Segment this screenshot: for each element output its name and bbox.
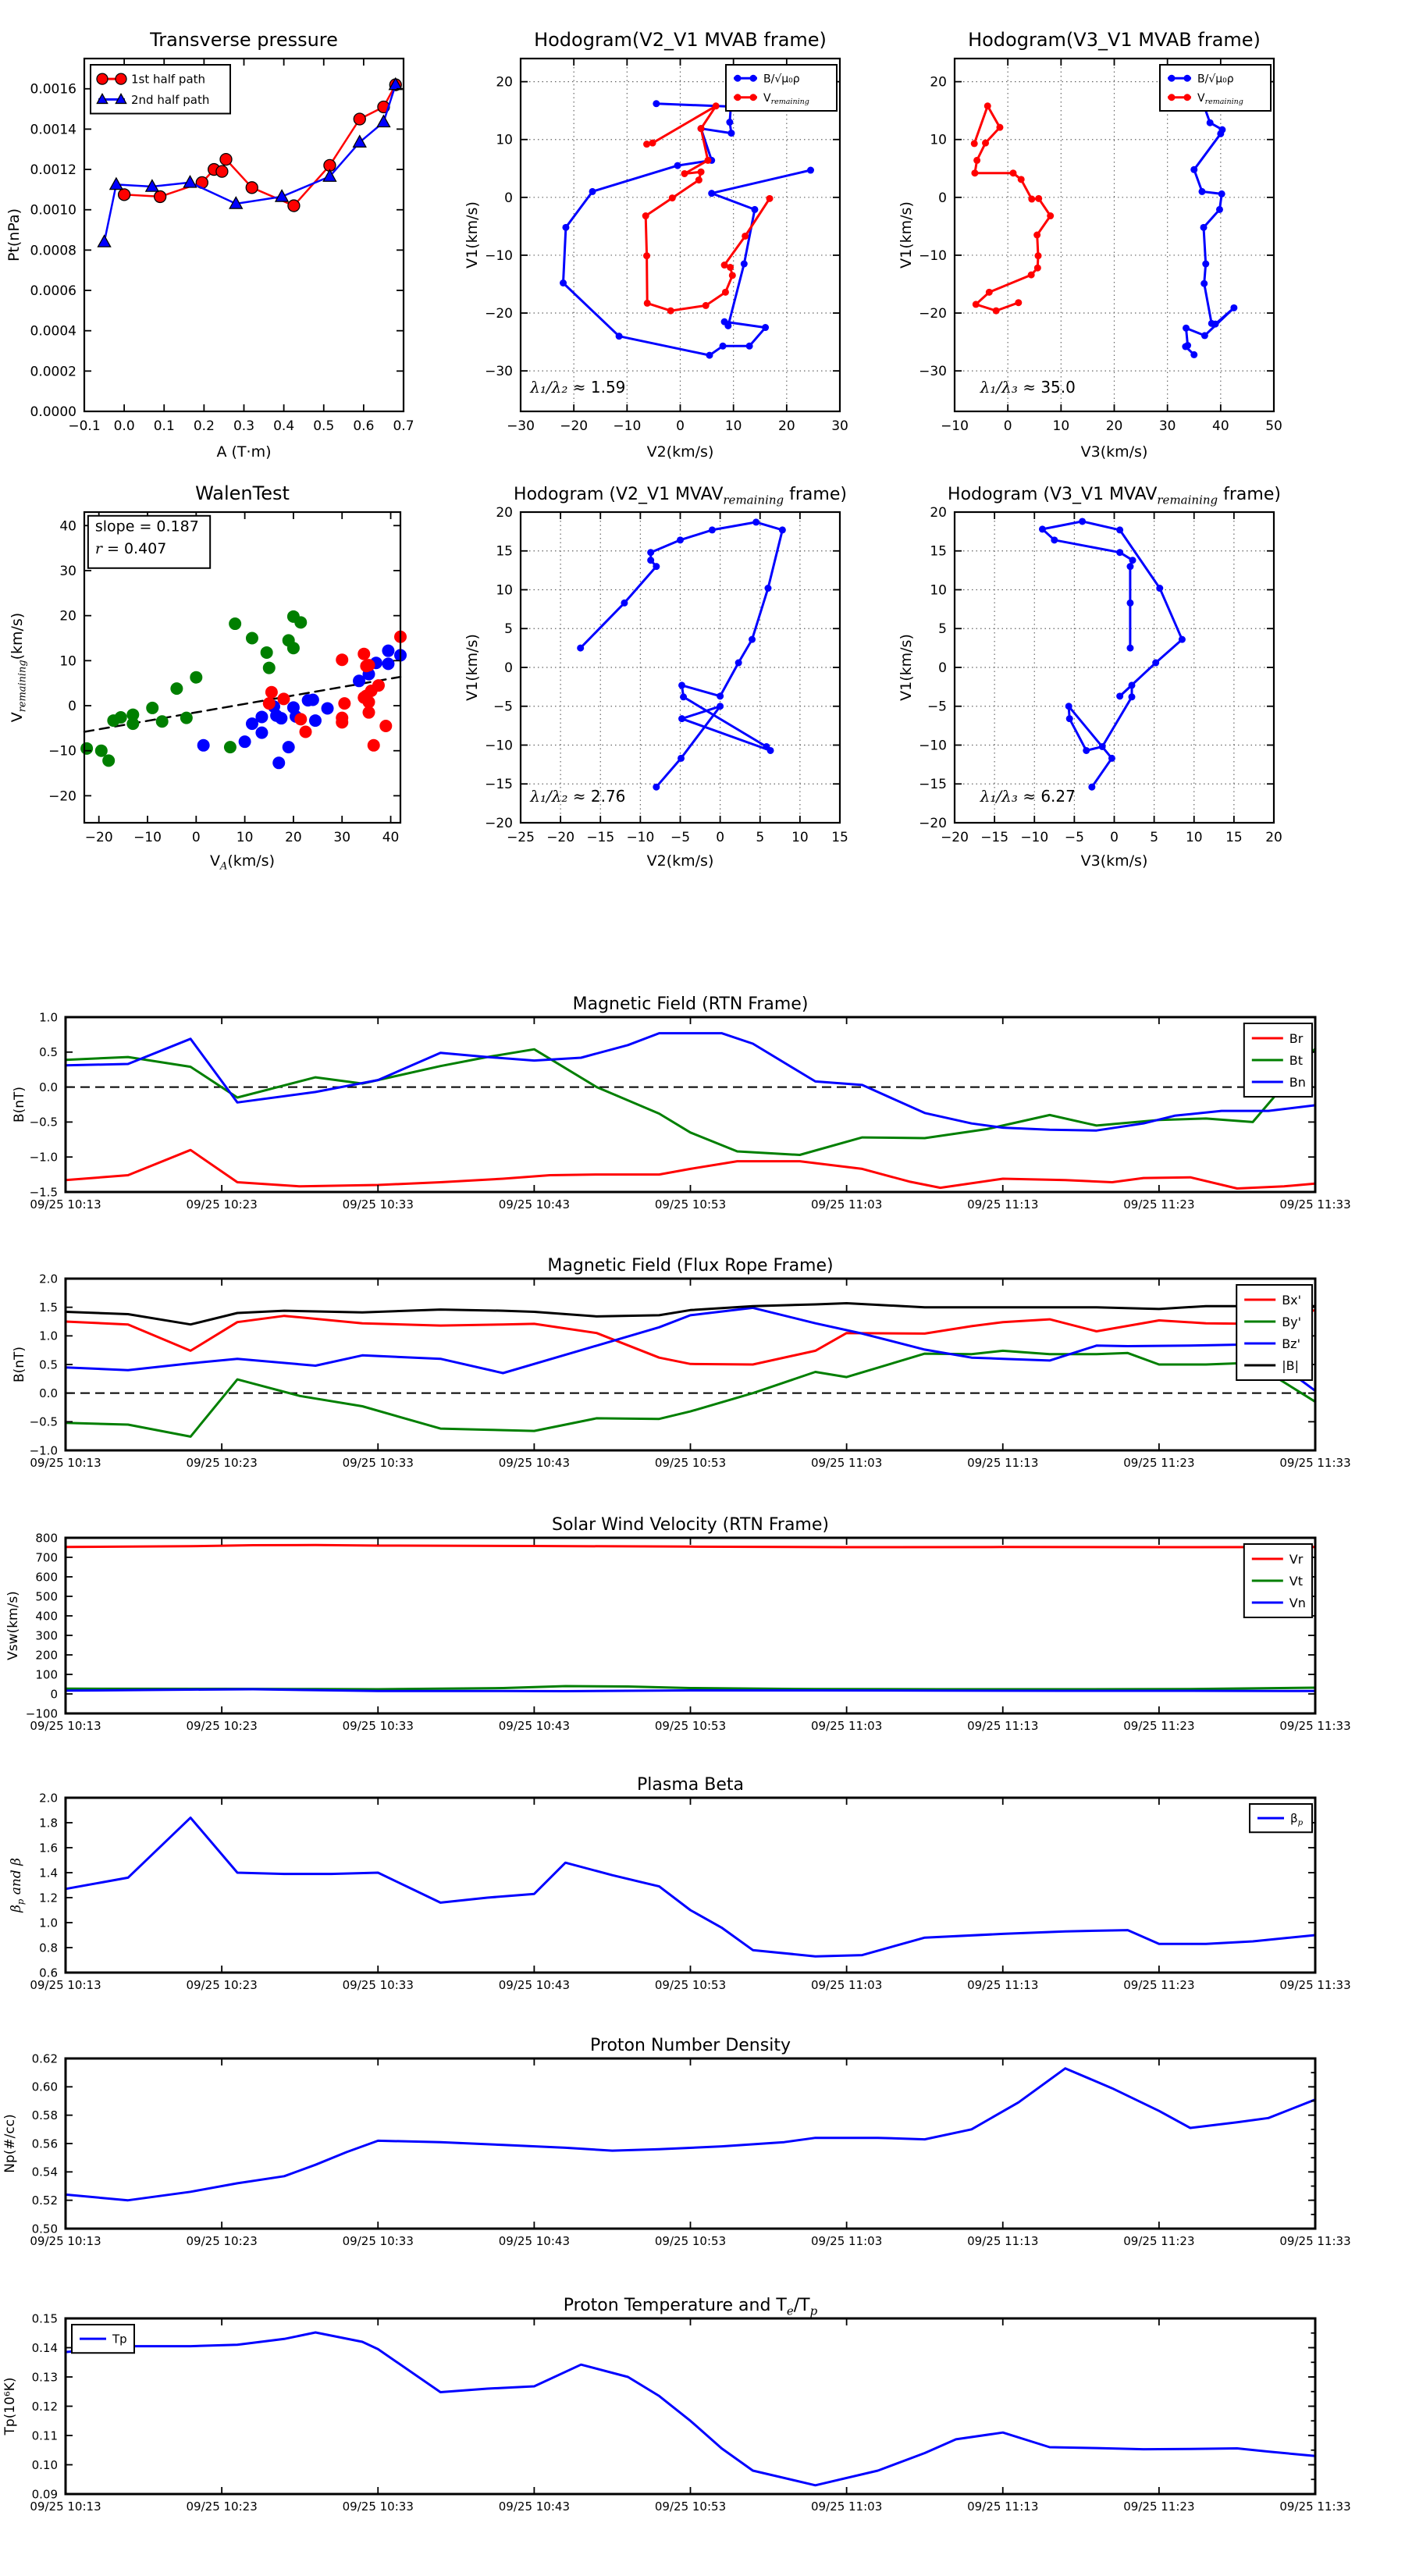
svg-text:100: 100	[35, 1667, 58, 1682]
svg-text:−10: −10	[133, 829, 162, 845]
svg-text:−10: −10	[919, 738, 947, 754]
svg-text:30: 30	[1158, 418, 1176, 434]
svg-text:Vn: Vn	[1289, 1595, 1306, 1610]
svg-text:−10: −10	[613, 418, 642, 434]
svg-text:V1(km/s): V1(km/s)	[898, 201, 915, 269]
svg-text:λ₁/λ₂ ≈ 1.59: λ₁/λ₂ ≈ 1.59	[530, 377, 626, 397]
svg-text:0: 0	[716, 829, 725, 845]
svg-text:−1.0: −1.0	[29, 1150, 58, 1165]
svg-text:0.15: 0.15	[31, 2311, 58, 2326]
svg-text:09/25 11:13: 09/25 11:13	[967, 1978, 1039, 1992]
svg-text:0.4: 0.4	[273, 418, 295, 434]
svg-text:−30: −30	[919, 364, 947, 380]
panel-transverse-pressure	[5, 29, 414, 461]
svg-text:09/25 11:03: 09/25 11:03	[811, 2234, 883, 2248]
svg-text:10: 10	[59, 653, 76, 670]
panel-vsw-rtn	[5, 1515, 1351, 1733]
svg-text:10: 10	[1052, 418, 1070, 434]
svg-text:−10: −10	[941, 418, 969, 434]
svg-text:09/25 11:23: 09/25 11:23	[1123, 2234, 1195, 2248]
svg-text:200: 200	[35, 1648, 58, 1663]
svg-text:0: 0	[191, 829, 201, 845]
svg-text:500: 500	[35, 1589, 58, 1604]
svg-text:10: 10	[1185, 829, 1203, 845]
svg-text:−20: −20	[48, 788, 76, 805]
svg-text:−20: −20	[941, 829, 969, 845]
panel-proton-temperature	[2, 2296, 1351, 2514]
svg-text:0.0004: 0.0004	[30, 323, 76, 340]
svg-text:V2(km/s): V2(km/s)	[646, 852, 714, 870]
svg-text:09/25 10:43: 09/25 10:43	[498, 1978, 570, 1992]
svg-text:0.0000: 0.0000	[30, 404, 76, 420]
svg-text:09/25 11:03: 09/25 11:03	[811, 1978, 883, 1992]
svg-text:0.12: 0.12	[31, 2399, 58, 2414]
svg-text:−0.5: −0.5	[29, 1115, 58, 1130]
svg-text:1.6: 1.6	[39, 1841, 58, 1856]
svg-text:09/25 10:33: 09/25 10:33	[342, 1197, 414, 1212]
svg-text:40: 40	[1212, 418, 1229, 434]
svg-text:09/25 10:53: 09/25 10:53	[654, 2500, 727, 2514]
svg-text:09/25 11:23: 09/25 11:23	[1123, 1456, 1195, 1470]
svg-text:Magnetic Field (Flux Rope Fram: Magnetic Field (Flux Rope Frame)	[547, 1256, 834, 1276]
svg-text:Br: Br	[1289, 1030, 1304, 1046]
svg-text:09/25 11:23: 09/25 11:23	[1123, 1978, 1195, 1992]
svg-text:40: 40	[382, 829, 400, 845]
svg-text:V1(km/s): V1(km/s)	[898, 634, 915, 701]
svg-text:−1.0: −1.0	[29, 1443, 58, 1458]
svg-text:Tp: Tp	[112, 2332, 127, 2347]
svg-text:−10: −10	[1020, 829, 1049, 845]
svg-text:10: 10	[496, 582, 513, 599]
svg-text:09/25 10:23: 09/25 10:23	[186, 1719, 258, 1733]
svg-text:30: 30	[831, 418, 848, 434]
svg-text:50: 50	[1265, 418, 1282, 434]
svg-text:0: 0	[68, 698, 76, 714]
svg-text:λ₁/λ₃ ≈ 6.27: λ₁/λ₃ ≈ 6.27	[980, 787, 1076, 806]
svg-text:A (T·m): A (T·m)	[216, 443, 272, 461]
svg-text:09/25 11:03: 09/25 11:03	[811, 2500, 883, 2514]
svg-text:0: 0	[504, 660, 513, 676]
svg-text:λ₁/λ₂ ≈ 2.76: λ₁/λ₂ ≈ 2.76	[530, 787, 626, 806]
svg-text:0.10: 0.10	[31, 2457, 58, 2472]
panel-walen-test	[9, 482, 400, 873]
svg-text:Bz': Bz'	[1282, 1336, 1300, 1351]
svg-text:0.62: 0.62	[31, 2051, 58, 2066]
svg-text:10: 10	[930, 582, 947, 599]
svg-text:300: 300	[35, 1628, 58, 1643]
svg-text:15: 15	[831, 829, 848, 845]
svg-text:09/25 10:53: 09/25 10:53	[654, 1978, 727, 1992]
svg-text:0.2: 0.2	[193, 418, 215, 434]
svg-text:0.50: 0.50	[31, 2222, 58, 2236]
svg-text:09/25 10:33: 09/25 10:33	[342, 2500, 414, 2514]
svg-text:−5: −5	[1064, 829, 1084, 845]
svg-text:10: 10	[724, 418, 742, 434]
svg-text:−5: −5	[927, 699, 947, 715]
svg-text:0.6: 0.6	[353, 418, 375, 434]
svg-text:Np(#/cc): Np(#/cc)	[2, 2114, 18, 2173]
svg-text:By': By'	[1282, 1314, 1302, 1329]
svg-text:1.5: 1.5	[39, 1300, 58, 1315]
svg-text:10: 10	[930, 132, 947, 148]
svg-text:βp​: $\beta_p$	[1290, 1811, 1304, 1828]
svg-text:0.0: 0.0	[113, 418, 135, 434]
svg-text:−10: −10	[626, 829, 655, 845]
svg-text:09/25 11:33: 09/25 11:33	[1279, 2234, 1351, 2248]
svg-text:−15: −15	[586, 829, 615, 845]
svg-text:800: 800	[35, 1531, 58, 1546]
svg-text:0.11: 0.11	[31, 2428, 58, 2443]
svg-text:09/25 11:23: 09/25 11:23	[1123, 2500, 1195, 2514]
svg-text:V1(km/s): V1(km/s)	[464, 201, 481, 269]
svg-text:1.0: 1.0	[39, 1916, 58, 1930]
svg-text:09/25 11:13: 09/25 11:13	[967, 1456, 1039, 1470]
svg-text:0.5: 0.5	[313, 418, 335, 434]
svg-text:09/25 10:33: 09/25 10:33	[342, 2234, 414, 2248]
svg-text:2nd half path: 2nd half path	[131, 92, 210, 107]
svg-text:09/25 10:23: 09/25 10:23	[186, 2234, 258, 2248]
svg-text:09/25 11:33: 09/25 11:33	[1279, 2500, 1351, 2514]
svg-text:0.5: 0.5	[39, 1357, 58, 1372]
svg-text:09/25 10:43: 09/25 10:43	[498, 1197, 570, 1212]
svg-text:−10: −10	[485, 247, 513, 264]
svg-text:−20: −20	[560, 418, 589, 434]
svg-text:−20: −20	[84, 829, 113, 845]
svg-text:20: 20	[496, 74, 513, 91]
svg-text:09/25 10:13: 09/25 10:13	[30, 2234, 101, 2248]
svg-text:Bt: Bt	[1289, 1052, 1304, 1068]
svg-text:−15: −15	[919, 777, 947, 793]
svg-text:20: 20	[778, 418, 795, 434]
svg-text:09/25 10:13: 09/25 10:13	[30, 1456, 101, 1470]
svg-text:0.3: 0.3	[233, 418, 255, 434]
svg-text:09/25 10:43: 09/25 10:43	[498, 1456, 570, 1470]
svg-text:−20: −20	[919, 305, 947, 322]
svg-text:30: 30	[59, 563, 76, 579]
svg-text:Vremaining​(km/s): $V_{remaining}(km/s)$	[9, 612, 29, 723]
panel-hodogram-v3v1-mvav	[898, 485, 1282, 870]
svg-text:0: 0	[504, 190, 513, 206]
svg-text:VA​(km/s): $V_A(km/s)$	[210, 852, 275, 873]
svg-text:09/25 11:13: 09/25 11:13	[967, 2500, 1039, 2514]
svg-text:−0.5: −0.5	[29, 1414, 58, 1429]
svg-text:r = 0.407: r = 0.407	[94, 540, 167, 558]
svg-text:09/25 10:23: 09/25 10:23	[186, 2500, 258, 2514]
svg-text:0.58: 0.58	[31, 2108, 58, 2122]
svg-text:−15: −15	[980, 829, 1009, 845]
svg-text:−10: −10	[919, 247, 947, 264]
panel-mag-fluxrope	[12, 1256, 1351, 1470]
svg-text:400: 400	[35, 1609, 58, 1624]
svg-text:09/25 11:33: 09/25 11:33	[1279, 1456, 1351, 1470]
svg-text:20: 20	[496, 504, 513, 521]
svg-text:09/25 11:33: 09/25 11:33	[1279, 1719, 1351, 1733]
svg-text:10: 10	[236, 829, 254, 845]
svg-text:Proton Number Density: Proton Number Density	[590, 2036, 791, 2055]
svg-text:B(nT): B(nT)	[12, 1346, 27, 1383]
svg-text:09/25 10:23: 09/25 10:23	[186, 1978, 258, 1992]
svg-text:Bn: Bn	[1289, 1074, 1306, 1090]
svg-text:0.0010: 0.0010	[30, 202, 76, 219]
svg-text:0.13: 0.13	[31, 2370, 58, 2385]
svg-text:09/25 10:33: 09/25 10:33	[342, 1456, 414, 1470]
svg-text:09/25 11:03: 09/25 11:03	[811, 1197, 883, 1212]
svg-text:10: 10	[496, 132, 513, 148]
svg-text:0.09: 0.09	[31, 2487, 58, 2502]
svg-text:V2(km/s): V2(km/s)	[646, 443, 714, 461]
svg-text:40: 40	[59, 518, 76, 535]
svg-text:0.0: 0.0	[39, 1386, 58, 1400]
svg-text:0.56: 0.56	[31, 2137, 58, 2151]
svg-text:15: 15	[1225, 829, 1243, 845]
svg-text:600: 600	[35, 1570, 58, 1585]
svg-text:−10: −10	[485, 738, 513, 754]
svg-text:Plasma Beta: Plasma Beta	[637, 1775, 744, 1795]
panel-plasma-beta	[9, 1775, 1351, 1992]
svg-text:−100: −100	[25, 1706, 58, 1721]
svg-text:5: 5	[504, 621, 513, 638]
svg-text:−5: −5	[670, 829, 691, 845]
svg-text:1.0: 1.0	[39, 1329, 58, 1343]
panel-hodogram-v3v1-mvab	[898, 29, 1282, 461]
svg-text:09/25 11:23: 09/25 11:23	[1123, 1197, 1195, 1212]
svg-text:0: 0	[938, 190, 947, 206]
svg-text:−20: −20	[485, 305, 513, 322]
svg-text:0.0002: 0.0002	[30, 364, 76, 380]
svg-text:5: 5	[938, 621, 947, 638]
svg-text:−1.5: −1.5	[29, 1185, 58, 1200]
svg-text:09/25 10:13: 09/25 10:13	[30, 1719, 101, 1733]
svg-text:−25: −25	[507, 829, 535, 845]
svg-text:20: 20	[285, 829, 302, 845]
svg-text:09/25 10:53: 09/25 10:53	[654, 1197, 727, 1212]
svg-text:λ₁/λ₃ ≈ 35.0: λ₁/λ₃ ≈ 35.0	[980, 377, 1076, 397]
svg-text:|B|: |B|	[1282, 1357, 1299, 1373]
svg-text:0: 0	[938, 660, 947, 676]
svg-text:09/25 11:13: 09/25 11:13	[967, 2234, 1039, 2248]
svg-text:09/25 10:43: 09/25 10:43	[498, 2234, 570, 2248]
svg-text:20: 20	[930, 74, 947, 91]
svg-text:15: 15	[930, 543, 947, 560]
svg-text:20: 20	[930, 504, 947, 521]
svg-text:Bx': Bx'	[1282, 1292, 1302, 1308]
svg-text:0.5: 0.5	[39, 1045, 58, 1060]
svg-text:09/25 11:33: 09/25 11:33	[1279, 1978, 1351, 1992]
svg-text:0.7: 0.7	[393, 418, 414, 434]
svg-text:0.1: 0.1	[153, 418, 175, 434]
svg-text:09/25 10:33: 09/25 10:33	[342, 1978, 414, 1992]
svg-text:10: 10	[791, 829, 809, 845]
svg-text:09/25 11:13: 09/25 11:13	[967, 1197, 1039, 1212]
svg-text:Hodogram(V2_V1 MVAB frame): Hodogram(V2_V1 MVAB frame)	[534, 29, 827, 51]
svg-text:0.0014: 0.0014	[30, 122, 76, 138]
svg-text:09/25 10:53: 09/25 10:53	[654, 1456, 727, 1470]
svg-text:20: 20	[1265, 829, 1282, 845]
svg-text:09/25 10:53: 09/25 10:53	[654, 1719, 727, 1733]
svg-text:Hodogram(V3_V1 MVAB frame): Hodogram(V3_V1 MVAB frame)	[968, 29, 1261, 51]
svg-text:09/25 10:13: 09/25 10:13	[30, 2500, 101, 2514]
svg-text:09/25 10:33: 09/25 10:33	[342, 1719, 414, 1733]
svg-text:0.8: 0.8	[39, 1941, 58, 1955]
svg-text:0.0: 0.0	[39, 1080, 58, 1094]
svg-text:−15: −15	[485, 777, 513, 793]
svg-text:2.0: 2.0	[39, 1791, 58, 1806]
svg-text:0: 0	[50, 1687, 58, 1702]
svg-text:1.0: 1.0	[39, 1010, 58, 1025]
panel-hodogram-v2v1-mvav	[464, 485, 848, 870]
svg-text:0: 0	[1110, 829, 1119, 845]
panel-mag-rtn	[12, 994, 1351, 1212]
svg-text:0: 0	[1003, 418, 1012, 434]
svg-text:B/√μ₀ρ: B/√μ₀ρ	[1197, 73, 1234, 86]
svg-text:0.0006: 0.0006	[30, 283, 76, 299]
panel-hodogram-v2v1-mvab	[464, 29, 848, 461]
svg-text:0.0008: 0.0008	[30, 243, 76, 259]
svg-text:0.6: 0.6	[39, 1966, 58, 1980]
svg-text:Vt: Vt	[1289, 1573, 1304, 1589]
panel-proton-density	[2, 2036, 1351, 2248]
svg-text:−0.1: −0.1	[68, 418, 101, 434]
svg-text:09/25 11:03: 09/25 11:03	[811, 1719, 883, 1733]
svg-text:Hodogram (V2_V1 MVAVremaining​: Hodogram (V2_V1 $MVAV_{remaining}$ frame)	[514, 485, 847, 507]
svg-text:1.4: 1.4	[39, 1866, 58, 1880]
svg-text:−30: −30	[485, 364, 513, 380]
svg-text:Magnetic Field (RTN Frame): Magnetic Field (RTN Frame)	[572, 994, 809, 1014]
svg-text:V3(km/s): V3(km/s)	[1080, 443, 1148, 461]
svg-text:20: 20	[1105, 418, 1123, 434]
svg-text:0.60: 0.60	[31, 2080, 58, 2094]
svg-text:−20: −20	[485, 815, 513, 831]
svg-text:B/√μ₀ρ: B/√μ₀ρ	[763, 73, 800, 86]
svg-text:15: 15	[496, 543, 513, 560]
svg-text:V1(km/s): V1(km/s)	[464, 634, 481, 701]
svg-text:0.0012: 0.0012	[30, 162, 76, 179]
svg-text:Solar Wind Velocity (RTN Frame: Solar Wind Velocity (RTN Frame)	[552, 1515, 829, 1535]
svg-text:Vr: Vr	[1289, 1551, 1304, 1567]
svg-text:09/25 10:13: 09/25 10:13	[30, 1197, 101, 1212]
svg-text:Vremaining​: $V_{remaining}$	[1197, 91, 1243, 107]
svg-text:09/25 10:23: 09/25 10:23	[186, 1456, 258, 1470]
svg-text:20: 20	[59, 608, 76, 624]
svg-text:5: 5	[1150, 829, 1159, 845]
svg-text:−20: −20	[546, 829, 575, 845]
svg-text:Pt(nPa): Pt(nPa)	[5, 208, 23, 262]
svg-text:Hodogram (V3_V1 MVAVremaining​: Hodogram (V3_V1 $MVAV_{remaining}$ frame)	[948, 485, 1281, 507]
svg-text:Vsw(km/s): Vsw(km/s)	[5, 1591, 21, 1660]
svg-text:09/25 11:23: 09/25 11:23	[1123, 1719, 1195, 1733]
svg-text:βp​ and β: $\beta_p$ and β	[9, 1858, 27, 1912]
svg-text:V3(km/s): V3(km/s)	[1080, 852, 1148, 870]
svg-text:B(nT): B(nT)	[12, 1086, 27, 1123]
svg-text:09/25 10:43: 09/25 10:43	[498, 1719, 570, 1733]
svg-text:09/25 11:03: 09/25 11:03	[811, 1456, 883, 1470]
svg-text:700: 700	[35, 1550, 58, 1565]
svg-text:2.0: 2.0	[39, 1272, 58, 1286]
svg-text:−5: −5	[493, 699, 513, 715]
svg-text:1st half path: 1st half path	[131, 72, 206, 87]
svg-text:5: 5	[756, 829, 765, 845]
svg-text:Proton Temperature and Te​/Tp​: Proton Temperature and $T_e/T_p$	[563, 2296, 818, 2318]
svg-text:09/25 10:53: 09/25 10:53	[654, 2234, 727, 2248]
svg-text:−20: −20	[919, 815, 947, 831]
svg-text:09/25 10:13: 09/25 10:13	[30, 1978, 101, 1992]
svg-text:WalenTest: WalenTest	[195, 482, 290, 504]
svg-text:0: 0	[676, 418, 685, 434]
svg-text:0.52: 0.52	[31, 2193, 58, 2208]
svg-text:Transverse pressure: Transverse pressure	[150, 29, 338, 51]
svg-text:slope = 0.187: slope = 0.187	[94, 518, 199, 535]
svg-text:0.0016: 0.0016	[30, 81, 76, 98]
svg-text:09/25 10:43: 09/25 10:43	[498, 2500, 570, 2514]
svg-text:30: 30	[333, 829, 351, 845]
svg-text:0.54: 0.54	[31, 2165, 58, 2179]
svg-text:1.8: 1.8	[39, 1816, 58, 1831]
svg-text:Vremaining​: $V_{remaining}$	[763, 91, 809, 107]
svg-text:Tp(10⁶K): Tp(10⁶K)	[2, 2377, 18, 2435]
svg-text:09/25 11:13: 09/25 11:13	[967, 1719, 1039, 1733]
svg-text:09/25 10:23: 09/25 10:23	[186, 1197, 258, 1212]
svg-text:1.2: 1.2	[39, 1891, 58, 1905]
svg-text:0.14: 0.14	[31, 2340, 58, 2355]
svg-text:09/25 11:33: 09/25 11:33	[1279, 1197, 1351, 1212]
svg-text:−30: −30	[507, 418, 535, 434]
svg-text:−10: −10	[48, 743, 76, 760]
